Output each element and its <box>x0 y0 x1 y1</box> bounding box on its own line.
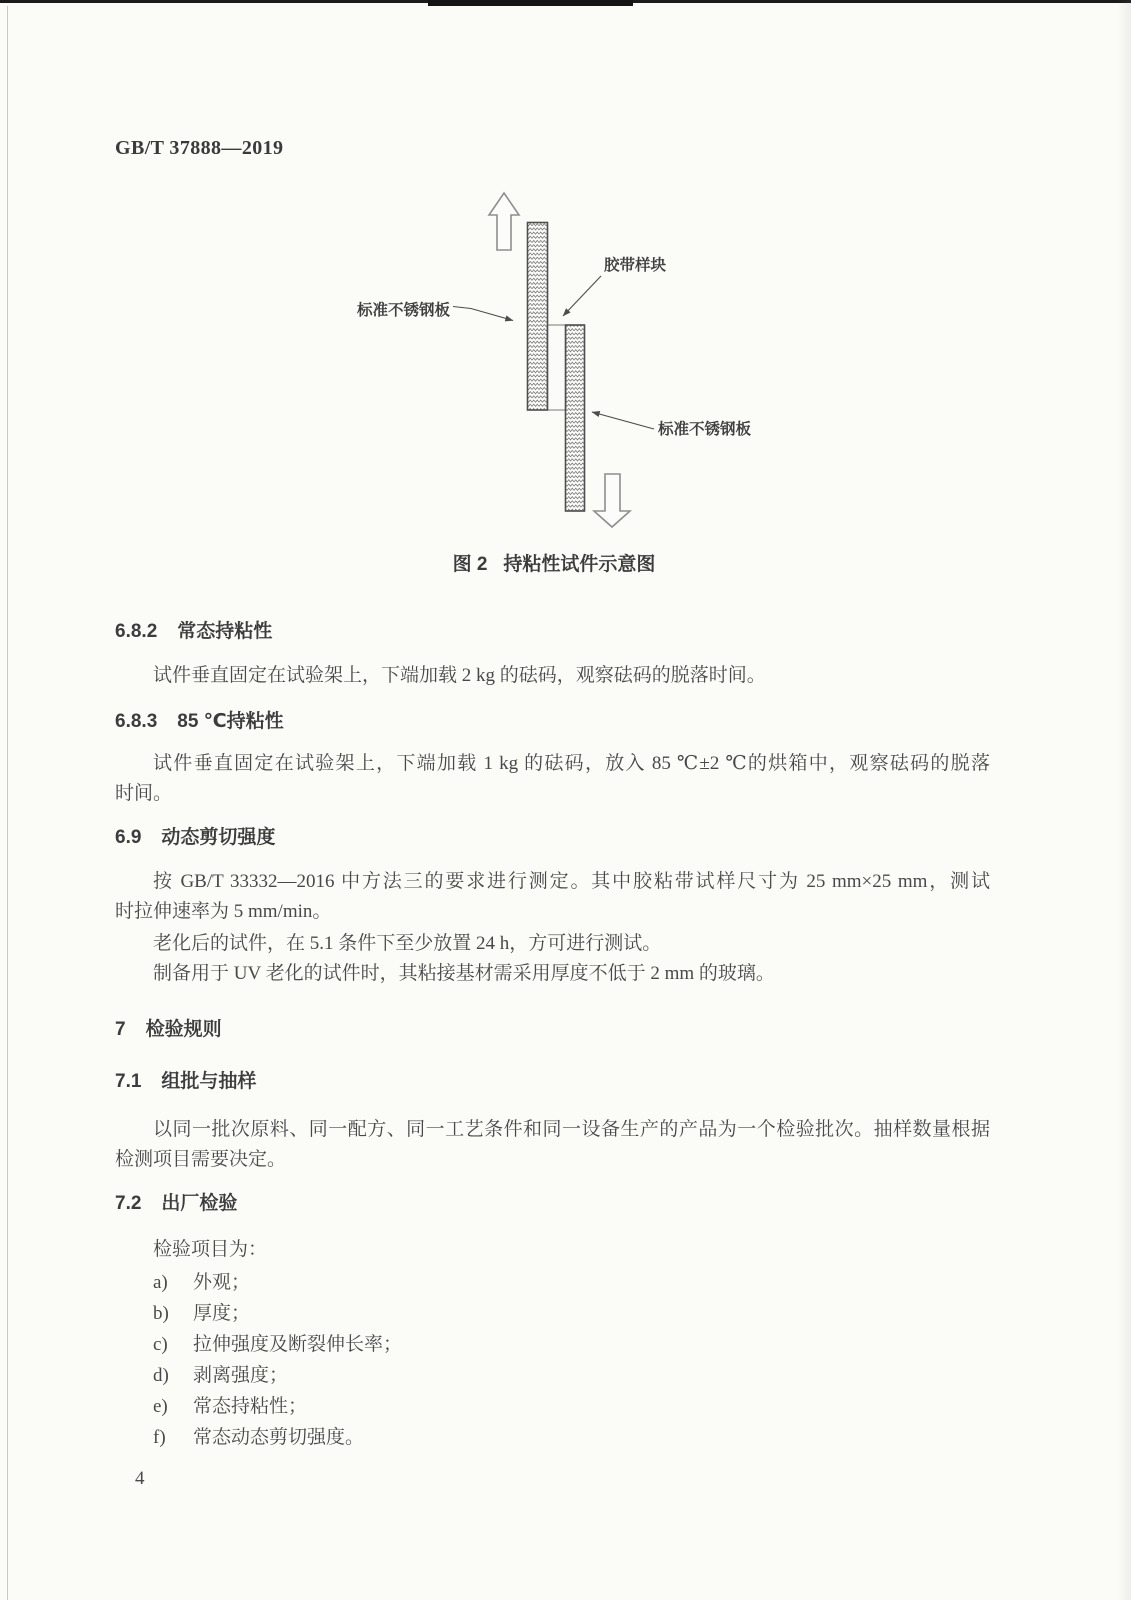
adhesion-specimen-diagram <box>0 185 1131 545</box>
list-item: f) 常态动态剪切强度。 <box>153 1427 365 1448</box>
paragraph-6-9-2: 老化后的试件，在 5.1 条件下至少放置 24 h，方可进行测试。 <box>153 933 662 954</box>
leader-left-plate <box>453 307 513 321</box>
label-tape-sample: 胶带样块 <box>604 257 667 274</box>
heading-6-8-2: 6.8.2 常态持粘性 <box>115 621 273 642</box>
figure-2-diagram <box>0 185 1131 545</box>
tape-sample-block <box>547 325 566 410</box>
inspection-item-list <box>115 1267 990 1453</box>
heading-7-2: 7.2 出厂检验 <box>115 1193 238 1214</box>
scan-edge-top-thick <box>428 0 633 6</box>
figure-caption <box>0 549 1108 576</box>
paragraph-7-2-intro: 检验项目为： <box>153 1239 268 1260</box>
figure-caption-number: 图 2 <box>452 554 488 575</box>
heading-7: 7 检验规则 <box>115 1019 222 1040</box>
leader-right-plate <box>592 412 654 429</box>
list-item: d) 剥离强度； <box>153 1365 289 1386</box>
heading-7-1: 7.1 组批与抽样 <box>115 1071 257 1092</box>
body-content <box>115 605 990 1453</box>
figure-caption-title: 持粘性试件示意图 <box>503 554 656 575</box>
label-right-plate: 标准不锈钢板 <box>658 421 752 438</box>
pull-down-arrow-icon <box>594 474 630 527</box>
pull-up-arrow-icon <box>489 193 519 250</box>
list-item: c) 拉伸强度及断裂伸长率； <box>153 1334 403 1355</box>
list-item: e) 常态持粘性； <box>153 1396 308 1417</box>
list-item: a) 外观； <box>153 1272 251 1293</box>
heading-6-9: 6.9 动态剪切强度 <box>115 827 276 848</box>
paragraph-6-9-1: 按 GB/T 33332—2016 中方法三的要求进行测定。其中胶粘带试样尺寸为 25 mm×25 mm，测试 时拉伸速率为 5 mm/min。 <box>115 871 990 922</box>
paragraph-6-9-3: 制备用于 UV 老化的试件时，其粘接基材需采用厚度不低于 2 mm 的玻璃。 <box>153 963 775 984</box>
paragraph-7-1: 以同一批次原料、同一配方、同一工艺条件和同一设备生产的产品为一个检验批次。抽样数量根据 检测项目需要决定。 <box>115 1119 990 1170</box>
lower-steel-plate <box>566 325 585 511</box>
page-number: 4 <box>135 1468 145 1489</box>
standard-number-header: GB/T 37888—2019 <box>115 137 284 159</box>
label-left-plate: 标准不锈钢板 <box>356 302 450 319</box>
leader-tape-sample <box>563 276 601 316</box>
paragraph-6-8-3: 试件垂直固定在试验架上，下端加载 1 kg 的砝码，放入 85 ℃±2 ℃的烘箱中，观察砝码的脱落 时间。 <box>115 753 990 804</box>
upper-steel-plate <box>528 223 548 411</box>
heading-6-8-3: 6.8.3 85 ℃持粘性 <box>115 711 284 732</box>
paragraph-6-8-2: 试件垂直固定在试验架上，下端加载 2 kg 的砝码，观察砝码的脱落时间。 <box>153 665 766 686</box>
list-item: b) 厚度； <box>153 1303 251 1324</box>
